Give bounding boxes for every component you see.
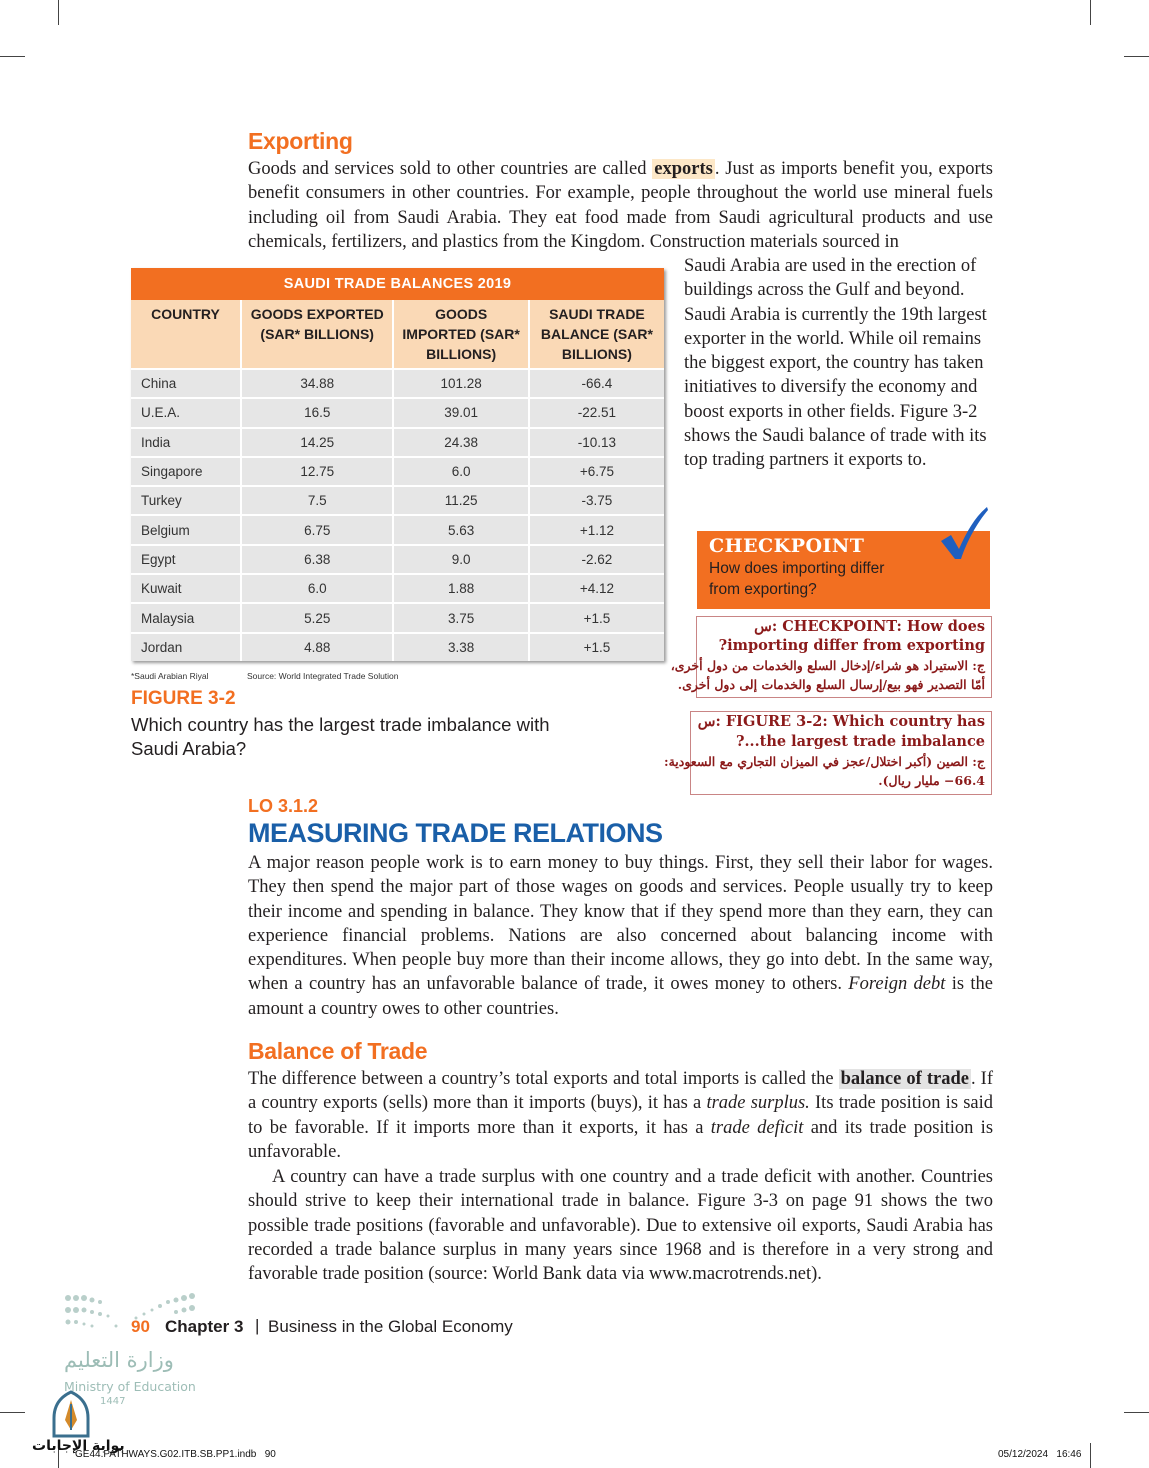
header-exported: GOODS EXPORTED (SAR* BILLIONS) [241, 300, 393, 369]
foreign-debt-term: Foreign debt [848, 974, 946, 995]
ministry-year: 1447 [100, 1396, 126, 1407]
trade-surplus-term: trade surplus. [706, 1093, 810, 1114]
answer-line: ?...the largest trade imbalance [736, 733, 985, 750]
measuring-paragraph [248, 851, 993, 1021]
text-run: . If a country exports (sells) more than it imports (buys), it has a [248, 1069, 993, 1114]
figure-label: FIGURE 3-2 [131, 688, 236, 709]
cell-imported: 5.63 [393, 515, 528, 544]
cell-country: U.E.A. [131, 398, 241, 427]
exporting-paragraph [248, 157, 993, 254]
table-row [131, 486, 664, 515]
answer-line: أمّا التصدير فهو بيع/إرسال السلع والخدمات إلى دول أخرى. [677, 677, 985, 692]
table-row [131, 574, 664, 603]
table-row [131, 545, 664, 574]
header-country: COUNTRY [131, 300, 241, 369]
table-row [131, 369, 664, 398]
exporting-side-paragraph: Saudi Arabia are used in the erection of buildings across the Gulf and beyond. Saudi Arabia is currently the 19th largest exporter in the world. While oil remains the biggest export, the country has taken initiatives to diversify the economy and boost exports in other fields. Figure 3-2 shows the Saudi balance of trade with its top trading partners it exports to. [684, 256, 987, 471]
header-balance: SAUDI TRADE BALANCE (SAR* BILLIONS) [529, 300, 664, 369]
footnote-riyal: *Saudi Arabian Riyal [131, 671, 209, 681]
chapter-title: Business in the Global Economy [268, 1317, 513, 1336]
table-row [131, 515, 664, 544]
cell-balance: -3.75 [529, 486, 664, 515]
footer-separator: | [255, 1316, 260, 1335]
checkpoint-question [709, 558, 884, 600]
cell-country: China [131, 369, 241, 398]
cell-exported: 34.88 [241, 369, 393, 398]
answer-line: ج: الاستيراد هو شراء/إدخال السلع والخدمات من دول أخرى، [670, 658, 985, 673]
balance-paragraph-2: A country can have a trade surplus with one country and a trade deficit with another. Countries should strive to keep their international trade in balance. Figure 3-3 on page 91 shows the two possible trade positions (favorable and unfavorable). Due to extensive oil exports, Saudi Arabia has recorded a trade balance surplus in many years since 1968 and is therefore in a very strong and favorable trade position (source: World Bank data via www.macrotrends.net). [248, 1167, 993, 1285]
ministry-arabic: وزارة التعليم [64, 1348, 174, 1372]
table-row [131, 457, 664, 486]
checkpoint-question-line: How does importing differ [709, 560, 885, 577]
cell-imported: 6.0 [393, 457, 528, 486]
text-run: Its trade position is said to be favorable. If it imports more than it exports, it has a [248, 1093, 994, 1138]
cell-country: Egypt [131, 545, 241, 574]
text-run: . Just as imports benefit you, exports benefit consumers in other countries. For example, people throughout the world use mineral fuels including oil from Saudi Arabia. They eat food made from Saudi agricultural products and use chemicals, fertilizers, and plastics from the Kingdom. Construction materials sourced in [248, 159, 993, 252]
answer-line: 66.4− مليار ريال). [878, 773, 985, 788]
figure-question-line: Saudi Arabia? [131, 738, 247, 759]
cell-imported: 24.38 [393, 428, 528, 457]
figure-question [131, 713, 550, 761]
balance-of-trade-term: balance of trade [840, 1069, 969, 1089]
figure-question-line: Which country has the largest trade imbalance with [131, 714, 550, 735]
cell-country: Belgium [131, 515, 241, 544]
cell-imported: 3.38 [393, 633, 528, 661]
cell-country: Singapore [131, 457, 241, 486]
header-imported: GOODS IMPORTED (SAR* BILLIONS) [393, 300, 528, 369]
cell-balance: -2.62 [529, 545, 664, 574]
footnote-source: Source: World Integrated Trade Solution [247, 671, 399, 681]
file-info: GE44.PATHWAYS.G02.ITB.SB.PP1.indb 90 [75, 1449, 276, 1460]
cell-balance: +1.5 [529, 633, 664, 661]
crop-mark [1090, 0, 1091, 25]
text-run: The difference between a country’s total exports and total imports is called the [248, 1069, 834, 1089]
cell-balance: -10.13 [529, 428, 664, 457]
cell-imported: 11.25 [393, 486, 528, 515]
cell-country: Kuwait [131, 574, 241, 603]
cell-exported: 6.38 [241, 545, 393, 574]
checkmark-icon [937, 505, 989, 561]
crop-mark [58, 0, 59, 25]
cell-imported: 3.75 [393, 603, 528, 632]
cell-balance: +4.12 [529, 574, 664, 603]
cell-balance: -22.51 [529, 398, 664, 427]
cell-imported: 1.88 [393, 574, 528, 603]
cell-imported: 39.01 [393, 398, 528, 427]
cell-country: Turkey [131, 486, 241, 515]
table-row [131, 398, 664, 427]
lo-label: LO 3.1.2 [248, 796, 319, 816]
table-header-row [131, 300, 664, 369]
table-row [131, 603, 664, 632]
text-run: is the amount a country owes to other countries. [248, 974, 994, 1019]
checkpoint-title: CHECKPOINT [709, 535, 865, 557]
table-row [131, 633, 664, 661]
portal-watermark: بوابة الإجابات [32, 1438, 125, 1454]
checkpoint-box [697, 531, 990, 609]
cell-exported: 7.5 [241, 486, 393, 515]
date-info: 05/12/2024 16:46 [998, 1449, 1082, 1460]
table-body [131, 369, 664, 661]
answer-line: ج: الصين (أكبر اختلال/عجز في الميزان التجاري مع السعودية: [663, 754, 985, 769]
crop-mark [1124, 56, 1149, 57]
answer-line: ?importing differ from exporting [718, 637, 985, 654]
cell-imported: 9.0 [393, 545, 528, 574]
cell-balance: +1.12 [529, 515, 664, 544]
cell-exported: 6.0 [241, 574, 393, 603]
measuring-heading: MEASURING TRADE RELATIONS [248, 818, 663, 848]
page-number: 90 [131, 1317, 150, 1336]
cell-exported: 6.75 [241, 515, 393, 544]
cell-country: Malaysia [131, 603, 241, 632]
cell-exported: 14.25 [241, 428, 393, 457]
answer-line: س: CHECKPOINT: How does [754, 618, 985, 635]
text-run: Goods and services sold to other countries are called [248, 159, 647, 179]
cell-exported: 12.75 [241, 457, 393, 486]
cell-balance: +1.5 [529, 603, 664, 632]
crop-mark [1090, 1443, 1091, 1468]
ministry-logo-icon [48, 1390, 94, 1440]
exporting-heading: Exporting [248, 128, 353, 154]
chapter-label: Chapter 3 [165, 1317, 244, 1336]
table-row [131, 428, 664, 457]
trade-table [131, 300, 664, 661]
crop-mark [0, 56, 25, 57]
cell-country: India [131, 428, 241, 457]
cell-country: Jordan [131, 633, 241, 661]
text-run: and its trade position is unfavorable. [248, 1117, 994, 1162]
answer-box-checkpoint [670, 616, 992, 698]
balance-heading: Balance of Trade [248, 1038, 428, 1064]
cell-exported: 16.5 [241, 398, 393, 427]
crop-mark [0, 1412, 25, 1413]
exports-term: exports [654, 159, 713, 179]
text-run: A major reason people work is to earn money to buy things. First, they sell their labor for wages. They then spend the major part of those wages on goods and services. People usually try to keep their income and spending in balance. They know that if they spend more than they earn, they can experience financial problems. Nations are also concerned about balancing income with expenditures. When people buy more than their income allows, they go into debt. In the same way, when a country has an unfavorable balance of trade, it owes money to others. [248, 853, 993, 995]
answer-line: س: FIGURE 3-2: Which country has [697, 713, 985, 730]
cell-exported: 4.88 [241, 633, 393, 661]
crop-mark [1124, 1412, 1149, 1413]
balance-paragraph-1 [248, 1067, 993, 1164]
cell-imported: 101.28 [393, 369, 528, 398]
cell-exported: 5.25 [241, 603, 393, 632]
cell-balance: +6.75 [529, 457, 664, 486]
trade-balance-table [131, 268, 664, 661]
checkpoint-question-line: from exporting? [709, 581, 817, 598]
ministry-english: Ministry of Education [64, 1379, 196, 1394]
cell-balance: -66.4 [529, 369, 664, 398]
table-title: SAUDI TRADE BALANCES 2019 [131, 268, 664, 300]
answer-box-figure [663, 711, 992, 795]
trade-deficit-term: trade deficit [710, 1117, 804, 1138]
